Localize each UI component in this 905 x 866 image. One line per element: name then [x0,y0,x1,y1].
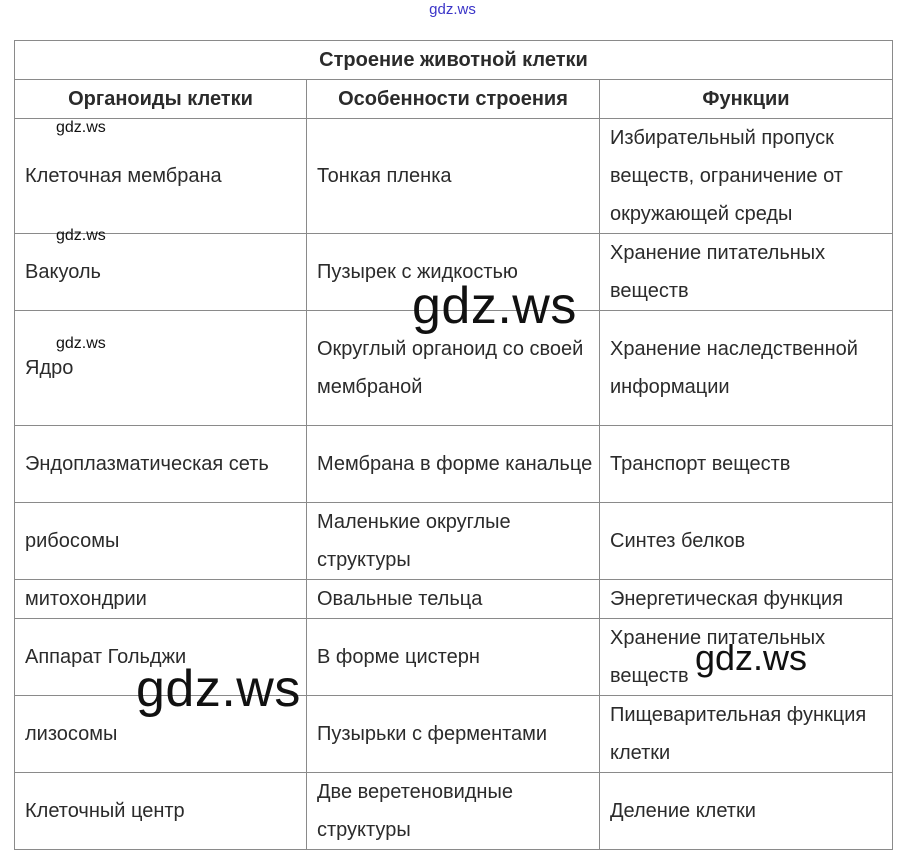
structure-cell: Округлый органоид со своей мембраной [307,311,600,426]
table-title: Строение животной клетки [15,41,893,80]
column-header-functions: Функции [600,80,893,119]
structure-cell: Пузырьки с ферментами [307,696,600,773]
organoid-cell: лизосомы [15,696,307,773]
organoid-cell: Вакуоль [15,234,307,311]
watermark-large-left: gdz.ws [136,660,301,718]
organoid-cell: Ядро [15,311,307,426]
column-header-structure: Особенности строения [307,80,600,119]
watermark-small: gdz.ws [56,335,106,352]
watermark-large-center: gdz.ws [412,277,577,335]
structure-cell: Овальные тельца [307,580,600,619]
watermark-small: gdz.ws [56,119,106,136]
function-cell: Хранение питательных веществ [600,234,893,311]
function-cell: Энергетическая функция [600,580,893,619]
organoid-cell: митохондрии [15,580,307,619]
structure-cell: Мембрана в форме канальце [307,426,600,503]
function-cell: Хранение наследственной информации [600,311,893,426]
table-row [15,503,893,580]
function-cell: Транспорт веществ [600,426,893,503]
function-cell: Избирательный пропуск веществ, ограничение от окружающей среды [600,119,893,234]
column-header-organoids: Органоиды клетки [15,80,307,119]
table-row [15,773,893,850]
structure-cell: Две веретеновидные структуры [307,773,600,850]
structure-cell: Пузырек с жидкостью [307,234,600,311]
organoid-cell: Аппарат Гольджи [15,619,307,696]
table-header-row [15,80,893,119]
organoid-cell: Клеточный центр [15,773,307,850]
structure-cell: Маленькие округлые структуры [307,503,600,580]
function-cell: Деление клетки [600,773,893,850]
function-cell: Пищеварительная функция клетки [600,696,893,773]
watermark-small: gdz.ws [56,227,106,244]
organoid-cell: Клеточная мембрана [15,119,307,234]
function-cell: Синтез белков [600,503,893,580]
site-watermark-top: gdz.ws [429,1,476,18]
structure-cell: В форме цистерн [307,619,600,696]
watermark-medium-right: gdz.ws [695,637,808,678]
table-row [15,580,893,619]
table-row [15,426,893,503]
table-title-row [15,41,893,80]
structure-cell: Тонкая пленка [307,119,600,234]
organoid-cell: Эндоплазматическая сеть [15,426,307,503]
cell-structure-table [14,40,893,850]
organoid-cell: рибосомы [15,503,307,580]
table-row [15,119,893,234]
function-cell: Хранение питательных веществ [600,619,893,696]
